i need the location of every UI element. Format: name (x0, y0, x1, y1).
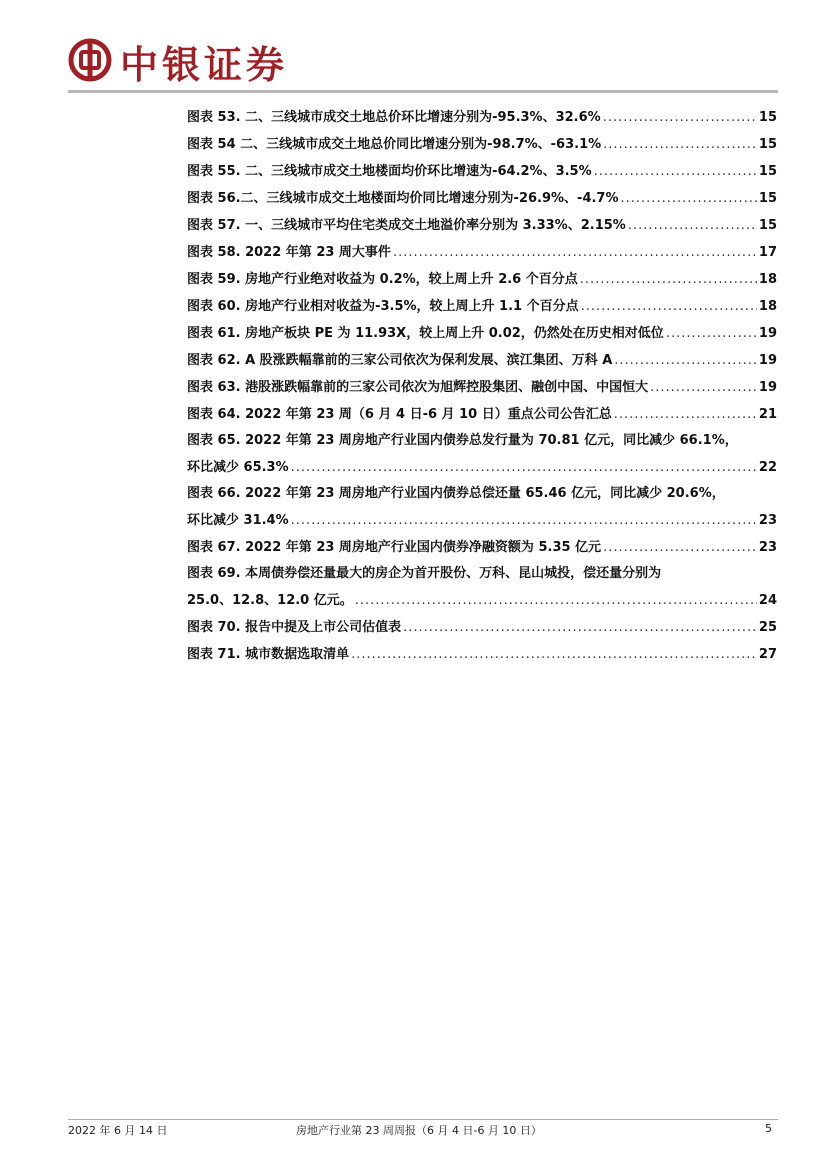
toc-entry-page: 18 (758, 272, 777, 287)
toc-entry[interactable] (187, 212, 777, 239)
toc-entry-page: 17 (758, 245, 777, 260)
toc-entry[interactable] (187, 293, 777, 320)
toc-entry-page: 27 (758, 647, 777, 662)
toc-entry[interactable] (187, 561, 777, 614)
dot-leader (666, 320, 757, 347)
toc-entry[interactable] (187, 614, 777, 641)
toc-entry-page: 21 (758, 407, 777, 422)
toc-entry-title: 图表 63. 港股涨跌幅靠前的三家公司依次为旭辉控股集团、融创中国、中国恒大 (187, 380, 649, 395)
toc-entry[interactable] (187, 374, 777, 401)
dot-leader (614, 401, 757, 428)
dot-leader (393, 239, 757, 266)
dot-leader (580, 266, 757, 293)
toc-entry[interactable] (187, 185, 777, 212)
toc-entry-title: 图表 71. 城市数据选取清单 (187, 647, 350, 662)
toc-entry-title: 图表 54 二、三线城市成交土地总价同比增速分别为-98.7%、-63.1% (187, 137, 602, 152)
toc-entry[interactable] (187, 104, 777, 131)
dot-leader (581, 293, 757, 320)
toc-entry[interactable] (187, 641, 777, 668)
toc-entry-title: 图表 58. 2022 年第 23 周大事件 (187, 245, 391, 260)
dot-leader (603, 131, 757, 158)
toc-entry[interactable] (187, 534, 777, 561)
dot-leader (603, 534, 757, 561)
toc-entry[interactable] (187, 266, 777, 293)
toc-entry-page: 23 (758, 540, 777, 555)
toc-entry-title-line2: 25.0、12.8、12.0 亿元。 (187, 593, 353, 608)
toc-entry[interactable] (187, 131, 777, 158)
page-header (0, 0, 827, 96)
toc-entry-page: 15 (758, 110, 777, 125)
dot-leader (594, 158, 757, 185)
toc-entry[interactable] (187, 320, 777, 347)
toc-entry-title: 图表 67. 2022 年第 23 周房地产行业国内债券净融资额为 5.35 亿元 (187, 540, 602, 555)
brand-name: 中银证券 (120, 42, 289, 87)
header-divider (68, 90, 778, 93)
footer-page-number: 5 (765, 1122, 772, 1135)
dot-leader (621, 185, 757, 212)
toc-entry-page: 15 (758, 164, 777, 179)
footer-divider (68, 1119, 778, 1120)
toc-entry-page: 15 (758, 191, 777, 206)
toc-entry-page: 22 (758, 460, 777, 475)
toc-entry-title: 图表 64. 2022 年第 23 周（6 月 4 日-6 月 10 日）重点公司公告汇总 (187, 407, 612, 422)
dot-leader (355, 587, 757, 614)
dot-leader (291, 507, 757, 534)
toc-entry-page: 15 (758, 137, 777, 152)
toc-entry-page: 19 (758, 353, 777, 368)
bank-of-china-logo-icon (68, 38, 112, 82)
footer-date: 2022 年 6 月 14 日 (68, 1124, 168, 1137)
dot-leader (603, 104, 757, 131)
toc-entry-title: 图表 56.二、三线城市成交土地楼面均价同比增速分别为-26.9%、-4.7% (187, 191, 619, 206)
dot-leader (628, 212, 757, 239)
dot-leader (650, 374, 757, 401)
toc-entry-page: 23 (758, 513, 777, 528)
dot-leader (351, 641, 757, 668)
toc-entry-page: 18 (758, 299, 777, 314)
toc-entry[interactable] (187, 347, 777, 374)
toc-entry-title: 图表 60. 房地产行业相对收益为-3.5%，较上周上升 1.1 个百分点 (187, 299, 579, 314)
toc-entry-title: 图表 61. 房地产板块 PE 为 11.93X，较上周上升 0.02，仍然处在历史相对低位 (187, 326, 664, 341)
dot-leader (291, 454, 757, 481)
footer-report-title: 房地产行业第 23 周周报（6 月 4 日-6 月 10 日） (296, 1124, 542, 1137)
toc-entry-page: 19 (758, 380, 777, 395)
toc-entry-page: 15 (758, 218, 777, 233)
dot-leader (403, 614, 757, 641)
toc-entry-title-line1: 图表 69. 本周债券偿还量最大的房企为首开股份、万科、昆山城投，偿还量分别为 (187, 566, 662, 581)
toc-entry-page: 25 (758, 620, 777, 635)
toc-entry-title-line1: 图表 65. 2022 年第 23 周房地产行业国内债券总发行量为 70.81 亿元，同比减少 66.1%， (187, 433, 738, 448)
dot-leader (614, 347, 757, 374)
toc-entry-title: 图表 53. 二、三线城市成交土地总价环比增速分别为-95.3%、32.6% (187, 110, 601, 125)
toc-entry[interactable] (187, 239, 777, 266)
toc-entry-title-line2: 环比减少 65.3% (187, 460, 289, 475)
toc-entry-title: 图表 59. 房地产行业绝对收益为 0.2%，较上周上升 2.6 个百分点 (187, 272, 578, 287)
toc-entry-page: 24 (758, 593, 777, 608)
toc-entry-page: 19 (758, 326, 777, 341)
toc-entry[interactable] (187, 428, 777, 481)
toc-entry[interactable] (187, 401, 777, 428)
toc-entry[interactable] (187, 158, 777, 185)
toc-entry-title: 图表 55. 二、三线城市成交土地楼面均价环比增速为-64.2%、3.5% (187, 164, 592, 179)
toc-entry[interactable] (187, 481, 777, 534)
toc-entry-title-line2: 环比减少 31.4% (187, 513, 289, 528)
toc-entry-title-line1: 图表 66. 2022 年第 23 周房地产行业国内债券总偿还量 65.46 亿元，同比减少 20.6%， (187, 486, 725, 501)
toc-entry-title: 图表 70. 报告中提及上市公司估值表 (187, 620, 402, 635)
table-of-figures (187, 104, 777, 668)
toc-entry-title: 图表 62. A 股涨跌幅靠前的三家公司依次为保利发展、滨江集团、万科 A (187, 353, 613, 368)
toc-entry-title: 图表 57. 一、三线城市平均住宅类成交土地溢价率分别为 3.33%、2.15% (187, 218, 626, 233)
